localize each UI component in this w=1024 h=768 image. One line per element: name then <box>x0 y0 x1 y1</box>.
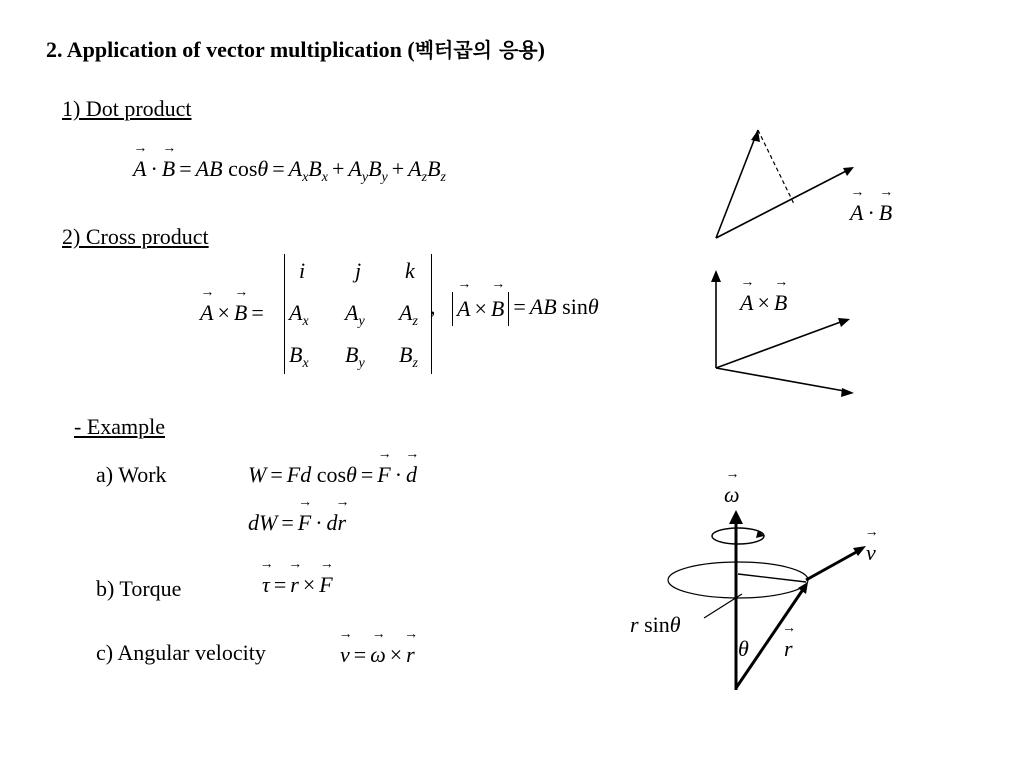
vec-b: → B <box>162 156 175 182</box>
vec-d: → d <box>406 462 417 488</box>
example-heading: - Example <box>74 414 166 439</box>
theta: θ <box>257 156 269 181</box>
cross-operator: × <box>302 572 316 597</box>
v-label <box>866 540 876 566</box>
equals: = <box>272 156 285 181</box>
matrix-bx <box>289 342 309 371</box>
vec-v: → v <box>866 540 876 566</box>
cos-func: cos <box>316 462 347 487</box>
vector-a-line <box>716 320 846 368</box>
matrix-ax <box>289 300 309 329</box>
vec-r: → r <box>290 572 299 598</box>
matrix-bz <box>399 342 418 371</box>
equals: = <box>270 462 283 487</box>
vec-v: → v <box>340 642 350 668</box>
omega-label <box>724 482 740 508</box>
matrix-by <box>345 342 365 371</box>
dot-product-heading: 1) Dot product <box>62 96 192 121</box>
mag-b: B <box>543 294 557 320</box>
theta-label <box>738 636 749 662</box>
r-label <box>784 636 793 662</box>
plus: + <box>391 156 405 181</box>
cos-func: cos <box>228 156 258 181</box>
equals: = <box>353 642 367 667</box>
sin-func: sin <box>562 294 588 320</box>
comma: , <box>430 294 436 320</box>
vec-omega: → ω <box>370 642 386 668</box>
vec-r: → r <box>338 510 347 536</box>
torque-label: b) Torque <box>96 576 182 601</box>
sub-y: y <box>358 314 365 329</box>
vec-a: → A <box>850 200 863 226</box>
vector-b-line <box>716 368 850 392</box>
work-w: W <box>248 462 267 487</box>
theta: θ <box>346 462 357 487</box>
a-comp: A <box>408 156 422 181</box>
sub-y: y <box>381 170 388 185</box>
cross-operator: × <box>217 300 230 325</box>
theta: θ <box>669 612 681 637</box>
plus: + <box>331 156 345 181</box>
vec-a: → A <box>133 156 146 182</box>
work-differential-formula <box>248 510 346 536</box>
vec-r: → r <box>406 642 415 668</box>
rsintheta-label <box>630 612 681 638</box>
equals: = <box>281 510 294 535</box>
r-symbol: r <box>630 612 639 637</box>
theta: θ <box>738 636 749 661</box>
vec-a: → A <box>740 290 753 316</box>
mag-a: A <box>529 294 544 320</box>
b-comp: B <box>368 156 382 181</box>
sub-x: x <box>321 170 328 185</box>
mag-b: B <box>209 156 223 181</box>
title-korean: 벡터곱의 응용 <box>414 38 538 62</box>
cross-operator: × <box>757 290 770 315</box>
work-label: a) Work <box>96 462 167 487</box>
sub-x: x <box>302 356 309 371</box>
work-formula <box>248 462 417 488</box>
matrix-i: i <box>299 258 306 283</box>
sub-x: x <box>302 170 309 185</box>
b-comp: B <box>399 342 413 367</box>
equals: = <box>273 572 287 597</box>
vec-b: → B <box>774 290 787 316</box>
equals: = <box>513 294 526 320</box>
sub-z: z <box>412 356 418 371</box>
vector-a-line <box>716 130 758 238</box>
sin-func: sin <box>644 612 670 637</box>
cross-product-magnitude <box>430 292 599 326</box>
b-comp: B <box>308 156 322 181</box>
radius-line <box>738 574 806 582</box>
mag-a: A <box>195 156 210 181</box>
cross-operator: × <box>389 642 403 667</box>
cross-product-diagram-label <box>740 290 787 316</box>
vec-f: → F <box>298 510 311 536</box>
matrix-ay <box>345 300 365 329</box>
dot-operator: · <box>394 462 403 487</box>
arrowhead <box>711 270 721 282</box>
vec-b: → B <box>491 292 504 326</box>
cross-operator: × <box>474 296 487 321</box>
a-comp: A <box>399 300 413 325</box>
page-title <box>46 34 545 63</box>
angular-velocity-label: c) Angular velocity <box>96 640 266 665</box>
vector-v-line <box>806 550 860 580</box>
vec-a: → A <box>200 300 213 326</box>
dot-operator: · <box>867 200 875 225</box>
angular-velocity-formula <box>340 642 415 668</box>
rotation-diagram <box>620 490 890 700</box>
a-comp: A <box>348 156 362 181</box>
cross-product-lhs <box>200 300 268 326</box>
sub-z: z <box>421 170 428 185</box>
equals: = <box>360 462 374 487</box>
projection-line <box>758 130 794 204</box>
diff-d: d <box>326 510 338 535</box>
equals: = <box>179 156 192 181</box>
theta: θ <box>587 294 599 320</box>
vector-b-line <box>716 168 852 238</box>
title-prefix: 2. Application of vector multiplication ( <box>46 37 415 62</box>
dot-operator: · <box>150 156 158 181</box>
vec-a: → A <box>457 292 470 326</box>
magnitude-bars <box>452 292 509 326</box>
determinant-matrix <box>284 254 432 374</box>
dot-product-diagram-label <box>850 200 892 226</box>
arrowhead <box>838 318 850 327</box>
equals: = <box>251 300 264 325</box>
vec-b: → B <box>879 200 892 226</box>
force-f: F <box>286 462 301 487</box>
rotation-arrow <box>712 528 764 544</box>
dot-product-formula <box>133 156 446 185</box>
vec-tau: → τ <box>262 572 270 598</box>
work-w: W <box>259 510 278 535</box>
torque-formula <box>262 572 333 598</box>
a-comp: A <box>289 300 303 325</box>
matrix-j: j <box>355 258 362 283</box>
a-comp: A <box>288 156 303 181</box>
arrowhead <box>729 510 743 524</box>
sub-y: y <box>358 356 365 371</box>
vec-omega: → ω <box>724 482 740 508</box>
cross-product-heading: 2) Cross product <box>62 224 209 249</box>
b-comp: B <box>289 342 303 367</box>
sub-z: z <box>412 314 418 329</box>
sub-x: x <box>302 314 309 329</box>
vec-f: → F <box>319 572 332 598</box>
sub-y: y <box>361 170 369 185</box>
sub-z: z <box>440 170 446 185</box>
vec-r: → r <box>784 636 793 662</box>
vec-b: → B <box>234 300 247 326</box>
vec-f: → F <box>377 462 390 488</box>
matrix-az <box>399 300 418 329</box>
arrowhead <box>841 388 854 397</box>
diff-d: d <box>248 510 259 535</box>
b-comp: B <box>345 342 359 367</box>
dot-operator: · <box>315 510 323 535</box>
b-comp: B <box>427 156 441 181</box>
a-comp: A <box>345 300 359 325</box>
distance-d: d <box>300 462 312 487</box>
title-suffix: ) <box>537 37 545 62</box>
matrix-k: k <box>405 258 415 283</box>
